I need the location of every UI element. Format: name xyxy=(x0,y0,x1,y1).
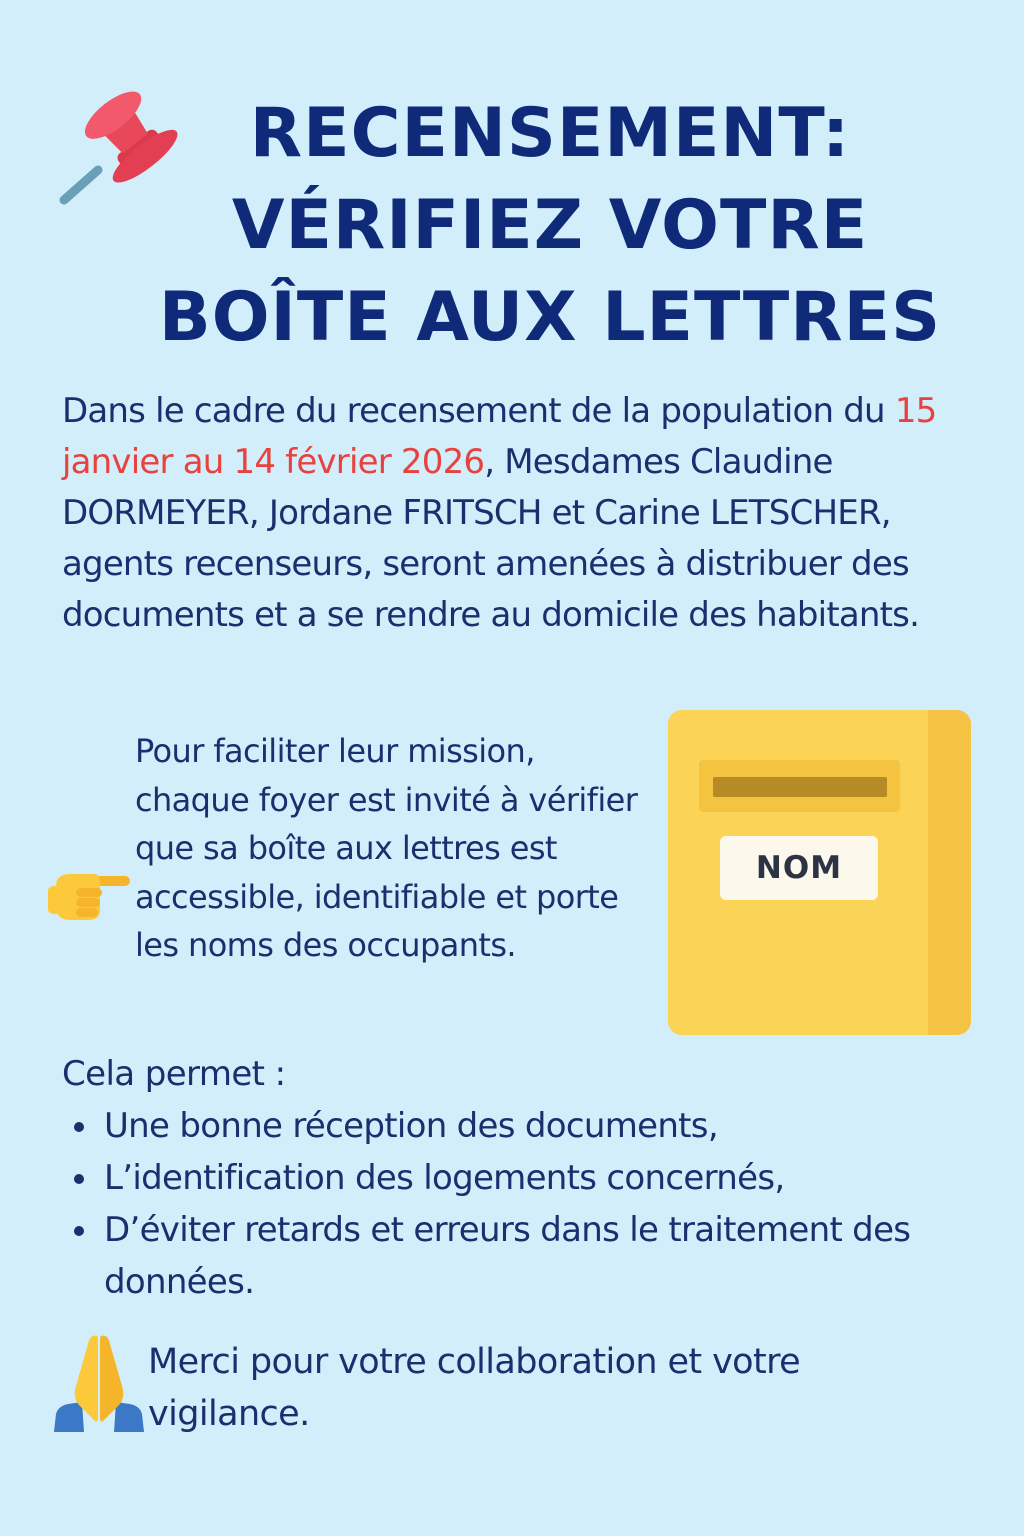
page-title xyxy=(140,88,960,364)
mailbox-slot-frame xyxy=(699,760,900,812)
bullet-icon xyxy=(74,1174,84,1184)
benefit-text: D’éviter retards et erreurs dans le traitement des données. xyxy=(104,1210,911,1302)
mailbox-slot xyxy=(713,777,887,797)
list-item xyxy=(70,1204,970,1308)
list-item xyxy=(70,1100,970,1152)
bullet-icon xyxy=(74,1226,84,1236)
list-item xyxy=(70,1152,970,1204)
intro-paragraph xyxy=(62,386,1002,641)
title-line-2: VÉRIFIEZ VOTRE xyxy=(231,186,869,265)
mission-text: Pour faciliter leur mission, chaque foyer est invité à vérifier que sa boîte aux lettres est accessible, identifiable et porte les noms des occupants. xyxy=(135,732,638,964)
intro-text-end: , Mesdames Claudine DORMEYER, Jordane FRITSCH et Carine LETSCHER, agents recenseurs, seront amenées à distribuer des documents et a se rendre au domicile des habitants. xyxy=(62,442,920,635)
mailbox-front xyxy=(668,710,928,1035)
title-line-1: RECENSEMENT: xyxy=(249,94,851,173)
mailbox-nameplate: NOM xyxy=(720,836,878,900)
census-dates: 15 janvier au 14 février 2026 xyxy=(62,391,937,482)
title-line-3: BOÎTE AUX LETTRES xyxy=(158,278,942,357)
benefits-list xyxy=(70,1100,970,1308)
benefits-heading: Cela permet : xyxy=(62,1054,286,1094)
bullet-icon xyxy=(74,1122,84,1132)
pointing-hand-icon xyxy=(48,862,132,924)
mailbox-icon xyxy=(668,710,971,1035)
benefit-text: L’identification des logements concernés, xyxy=(104,1158,785,1198)
folded-hands-icon xyxy=(50,1332,148,1432)
benefit-text: Une bonne réception des documents, xyxy=(104,1106,718,1146)
thank-you-text: Merci pour votre collaboration et votre vigilance. xyxy=(148,1342,801,1434)
intro-text-start: Dans le cadre du recensement de la population du xyxy=(62,391,895,431)
